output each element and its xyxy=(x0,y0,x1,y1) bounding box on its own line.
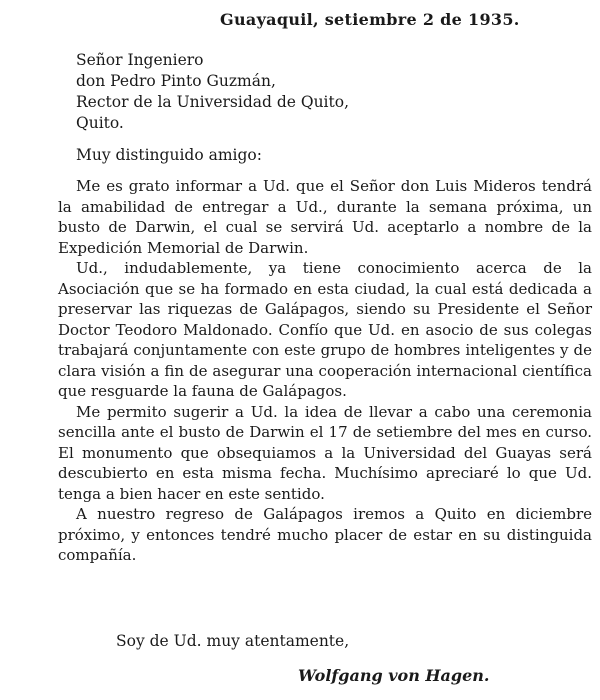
body-paragraph: Me es grato informar a Ud. que el Señor don Luis Mideros tendrá la amabilidad de entregar a Ud., durante la semana próxima, un busto de Darwin, el cual se servirá Ud. aceptarlo a nombre de la Expedición Memorial de Darwin. xyxy=(58,177,592,257)
recipient-line: don Pedro Pinto Guzmán, xyxy=(76,72,276,90)
recipient-block xyxy=(76,50,349,134)
recipient-line: Señor Ingeniero xyxy=(76,51,204,69)
recipient-line: Quito. xyxy=(76,114,124,132)
signature: Wolfgang von Hagen. xyxy=(298,666,490,685)
body-paragraph: A nuestro regreso de Galápagos iremos a Quito en diciembre próximo, y entonces tendré mucho placer de estar en su distinguida compañía. xyxy=(58,505,592,564)
body-paragraph: Me permito sugerir a Ud. la idea de llevar a cabo una ceremonia sencilla ante el busto de Darwin el 17 de setiembre del mes en curso. El monumento que obsequiamos a la Universidad del Guayas será descubierto en esta misma fecha. Muchísimo apreciaré lo que Ud. tenga a bien hacer en este sentido. xyxy=(58,402,592,503)
body-paragraph: Ud., indudablemente, ya tiene conocimiento acerca de la Asociación que se ha formado en esta ciudad, la cual está dedicada a preservar las riquezas de Galápagos, siendo su Presidente el Señor Doctor Teodoro Maldonado. Confío que Ud. en asocio de sus colegas trabajará conjuntamente con este grupo de hombres inteligentes y de clara visión a fin de asegurar una cooperación internacional científica que resguarde la fauna de Galápagos. xyxy=(58,259,592,400)
letter-body xyxy=(58,176,592,566)
closing-line: Soy de Ud. muy atentamente, xyxy=(116,632,350,650)
salutation: Muy distinguido amigo: xyxy=(76,146,262,164)
letter-date: Guayaquil, setiembre 2 de 1935. xyxy=(220,10,520,29)
recipient-line: Rector de la Universidad de Quito, xyxy=(76,93,349,111)
